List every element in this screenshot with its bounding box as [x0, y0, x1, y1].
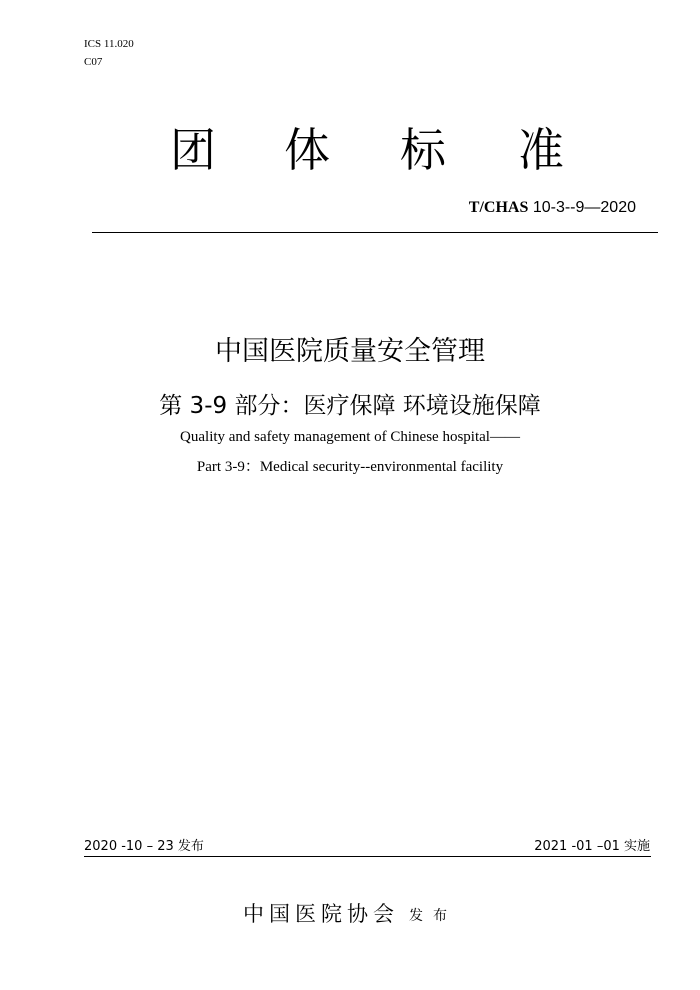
- standard-type-heading: [0, 122, 700, 182]
- standard-code-prefix: T/CHAS: [468, 199, 529, 216]
- standard-code: [469, 198, 636, 218]
- implementation-date: 2021 -01 –01 实施: [534, 839, 650, 854]
- header-divider: [92, 232, 658, 233]
- standard-type-char-3: 标: [400, 123, 446, 177]
- publisher-organization: 中国医院协会: [243, 902, 399, 926]
- standard-type-char-2: 体: [284, 123, 330, 177]
- issue-date: 2020 -10 – 23 发布: [84, 839, 204, 854]
- ics-code: ICS 11.020: [84, 38, 134, 50]
- standard-type-char-4: 准: [518, 123, 564, 177]
- publisher-action: 发布: [409, 908, 457, 924]
- ccs-code: C07: [84, 56, 103, 68]
- document-title-en-line2: Part 3-9：Medical security--environmental facility: [196, 459, 504, 475]
- document-title-cn: 中国医院质量安全管理: [215, 336, 485, 367]
- publisher-line: [0, 899, 700, 931]
- document-subtitle-cn: 第 3-9 部分：医疗保障 环境设施保障: [159, 393, 541, 419]
- standard-code-number: 10-3--9—2020: [528, 199, 636, 216]
- standard-type-char-1: 团: [170, 123, 216, 177]
- document-title-en-line1: Quality and safety management of Chinese hospital——: [180, 429, 520, 445]
- footer-divider: [84, 856, 651, 857]
